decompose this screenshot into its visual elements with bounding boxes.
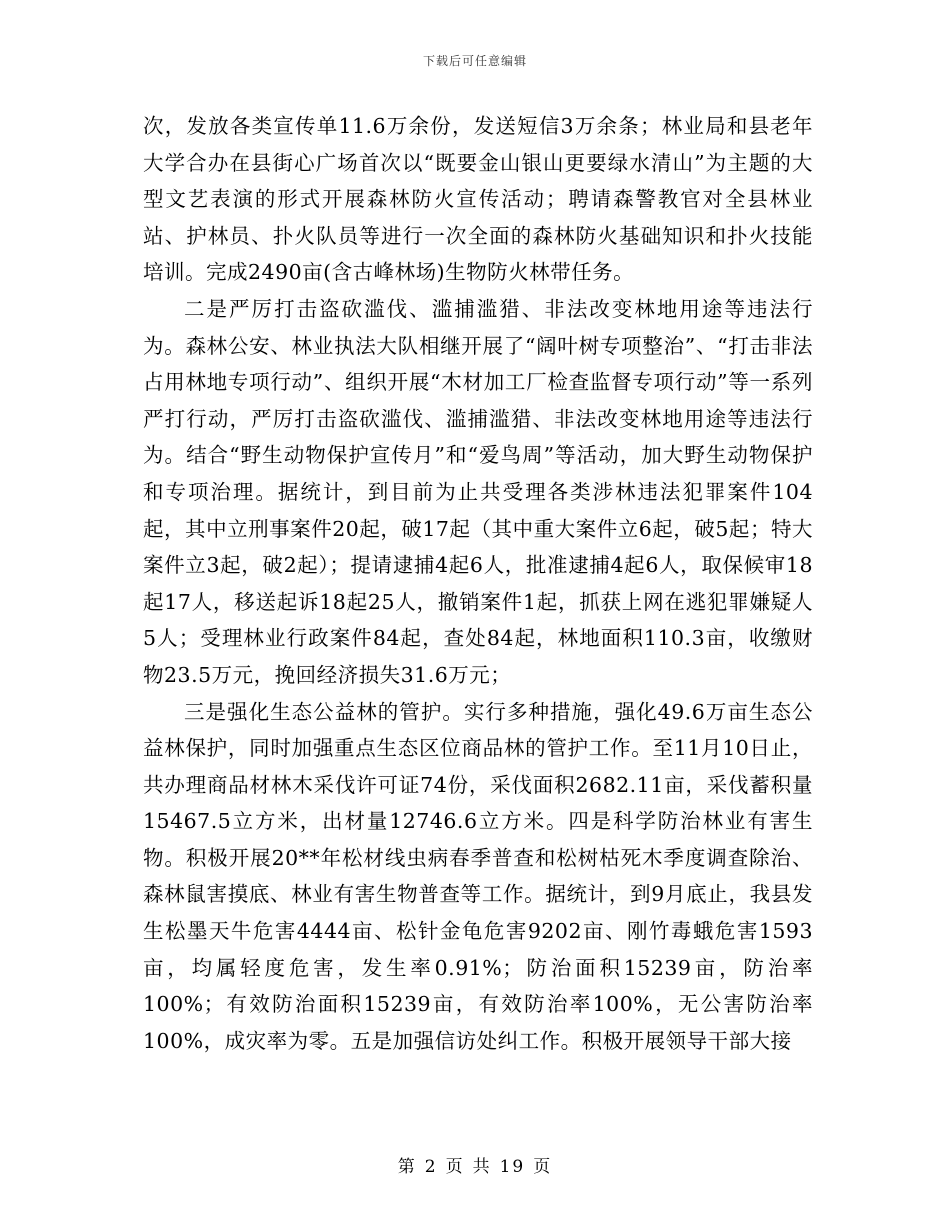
total-label: 共 <box>472 1157 492 1177</box>
page-label-suffix: 页 <box>533 1157 553 1177</box>
page-label-prefix: 第 <box>397 1157 417 1177</box>
document-body <box>143 108 813 1059</box>
paragraph-law-enforcement: 二是严厉打击盗砍滥伐、滥捕滥猎、非法改变林地用途等违法行为。森林公安、林业执法大队相继开展了“阔叶树专项整治”、“打击非法占用林地专项行动”、组织开展“木材加工厂检查监督专项行动”等一系列严打行动，严厉打击盗砍滥伐、滥捕滥猎、非法改变林地用途等违法行为。结合“野生动物保护宣传月”和“爱鸟周”等活动，加大野生动物保护和专项治理。据统计，到目前为止共受理各类涉林违法犯罪案件104起，其中立刑事案件20起，破17起（其中重大案件立6起，破5起；特大案件立3起，破2起）；提请逮捕4起6人，批准逮捕4起6人，取保候审18起17人，移送起诉18起25人，撤销案件1起，抓获上网在逃犯罪嫌疑人5人；受理林业行政案件84起，查处84起，林地面积110.3亩，收缴财物23.5万元，挽回经济损失31.6万元； <box>143 296 813 687</box>
total-pages-number: 19 <box>499 1157 526 1177</box>
paragraph-ecological-forest: 三是强化生态公益林的管护。实行多种措施，强化49.6万亩生态公益林保护，同时加强重点生态区位商品林的管护工作。至11月10日止，共办理商品材林木采伐许可证74份，采伐面积2682.11亩，采伐蓄积量15467.5立方米，出材量12746.6立方米。四是科学防治林业有害生物。积极开展20**年松材线虫病春季普查和松树枯死木季度调查除治、森林鼠害摸底、林业有害生物普查等工作。据统计，到9月底止，我县发生松墨天牛危害4444亩、松针金龟危害9202亩、刚竹毒蛾危害1593亩，均属轻度危害，发生率0.91%；防治面积15239亩，防治率100%；有效防治面积15239亩，有效防治率100%，无公害防治率100%，成灾率为零。五是加强信访处纠工作。积极开展领导干部大接 <box>143 699 813 1053</box>
page-label-mid: 页 <box>445 1157 465 1177</box>
current-page-number: 2 <box>424 1157 438 1177</box>
header-note: 下载后可任意编辑 <box>422 54 527 68</box>
paragraph-continuation: 次，发放各类宣传单11.6万余份，发送短信3万余条；林业局和县老年大学合办在县街心广场首次以“既要金山银山更要绿水清山”为主题的大型文艺表演的形式开展森林防火宣传活动；聘请森警教官对全县林业站、护林员、扑火队员等进行一次全面的森林防火基础知识和扑火技能培训。完成2490亩(含古峰林场)生物防火林带任务。 <box>143 114 813 285</box>
page-footer <box>0 1152 950 1177</box>
